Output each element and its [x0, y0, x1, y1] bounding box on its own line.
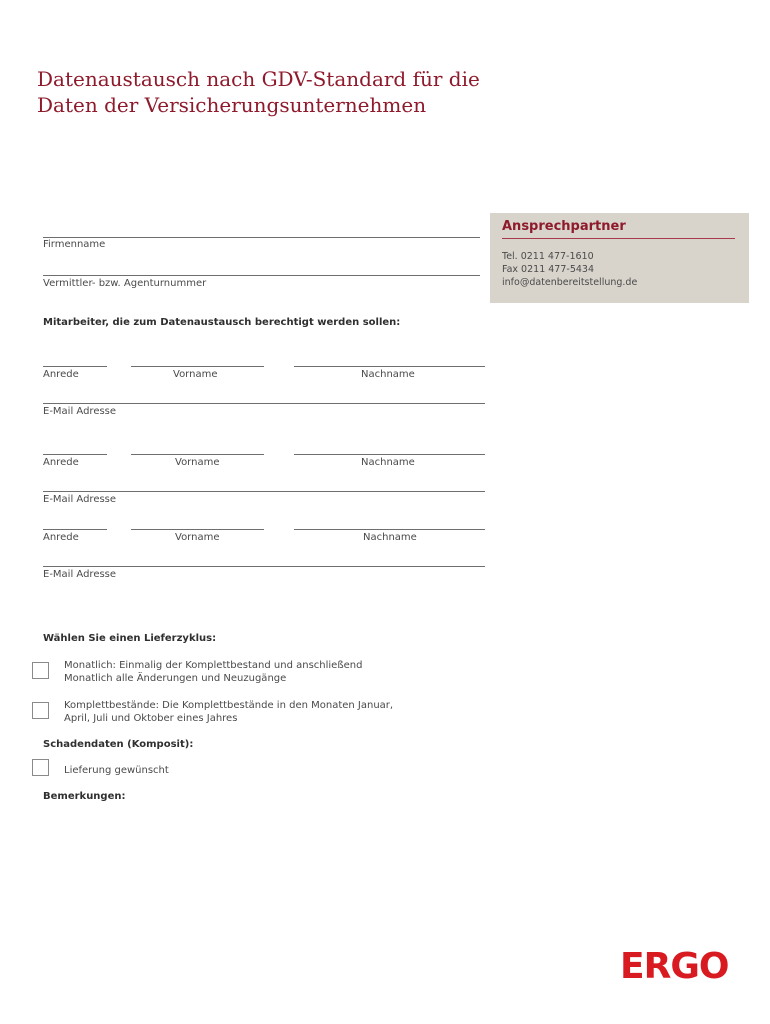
vermittler-field-line[interactable] [43, 275, 480, 276]
anrede-label: Anrede [43, 532, 79, 543]
nachname-field-line[interactable] [294, 366, 485, 367]
remarks-heading: Bemerkungen: [43, 791, 126, 802]
nachname-label: Nachname [361, 457, 415, 468]
firmenname-label: Firmenname [43, 239, 106, 250]
nachname-field-line[interactable] [294, 529, 485, 530]
contact-box [490, 213, 749, 303]
monthly-option-line-1: Monatlich: Einmalig der Komplettbestand und anschließend [64, 660, 363, 671]
email-field-line[interactable] [43, 566, 485, 567]
claims-delivery-checkbox[interactable] [32, 759, 49, 776]
complete-stock-option-line-2: April, Juli und Oktober eines Jahres [64, 713, 238, 724]
contact-email[interactable]: info@datenbereitstellung.de [502, 277, 638, 288]
vorname-label: Vorname [173, 369, 218, 380]
vorname-label: Vorname [175, 457, 220, 468]
contact-title: Ansprechpartner [502, 219, 626, 234]
title-line-1: Datenaustausch nach GDV-Standard für die [37, 67, 480, 91]
contact-fax: Fax 0211 477-5434 [502, 264, 594, 275]
nachname-label: Nachname [363, 532, 417, 543]
ergo-logo: ERGO [620, 946, 729, 987]
vorname-field-line[interactable] [131, 529, 264, 530]
anrede-field-line[interactable] [43, 529, 107, 530]
monthly-option-label [64, 659, 362, 685]
claims-delivery-label: Lieferung gewünscht [64, 765, 169, 776]
nachname-field-line[interactable] [294, 454, 485, 455]
monthly-checkbox[interactable] [32, 662, 49, 679]
email-field-line[interactable] [43, 491, 485, 492]
email-label: E-Mail Adresse [43, 494, 117, 505]
complete-stock-option-label [64, 699, 393, 725]
contact-divider [502, 238, 735, 239]
anrede-field-line[interactable] [43, 454, 107, 455]
delivery-heading: Wählen Sie einen Lieferzyklus: [43, 633, 217, 644]
employees-heading: Mitarbeiter, die zum Datenaustausch berechtigt werden sollen: [43, 317, 401, 328]
email-label: E-Mail Adresse [43, 406, 117, 417]
title-line-2: Daten der Versicherungsunternehmen [37, 93, 427, 117]
complete-stock-option-line-1: Komplettbestände: Die Komplettbestände in den Monaten Januar, [64, 700, 394, 711]
page-title [37, 66, 507, 118]
vorname-label: Vorname [175, 532, 220, 543]
vorname-field-line[interactable] [131, 454, 264, 455]
anrede-field-line[interactable] [43, 366, 107, 367]
email-field-line[interactable] [43, 403, 485, 404]
claims-heading: Schadendaten (Komposit): [43, 739, 194, 750]
vorname-field-line[interactable] [131, 366, 264, 367]
nachname-label: Nachname [361, 369, 415, 380]
vermittler-label: Vermittler- bzw. Agenturnummer [43, 278, 207, 289]
email-label: E-Mail Adresse [43, 569, 117, 580]
complete-stock-checkbox[interactable] [32, 702, 49, 719]
anrede-label: Anrede [43, 369, 79, 380]
monthly-option-line-2: Monatlich alle Änderungen und Neuzugänge [64, 673, 287, 684]
firmenname-field-line[interactable] [43, 237, 480, 238]
anrede-label: Anrede [43, 457, 79, 468]
contact-tel: Tel. 0211 477-1610 [502, 251, 594, 262]
